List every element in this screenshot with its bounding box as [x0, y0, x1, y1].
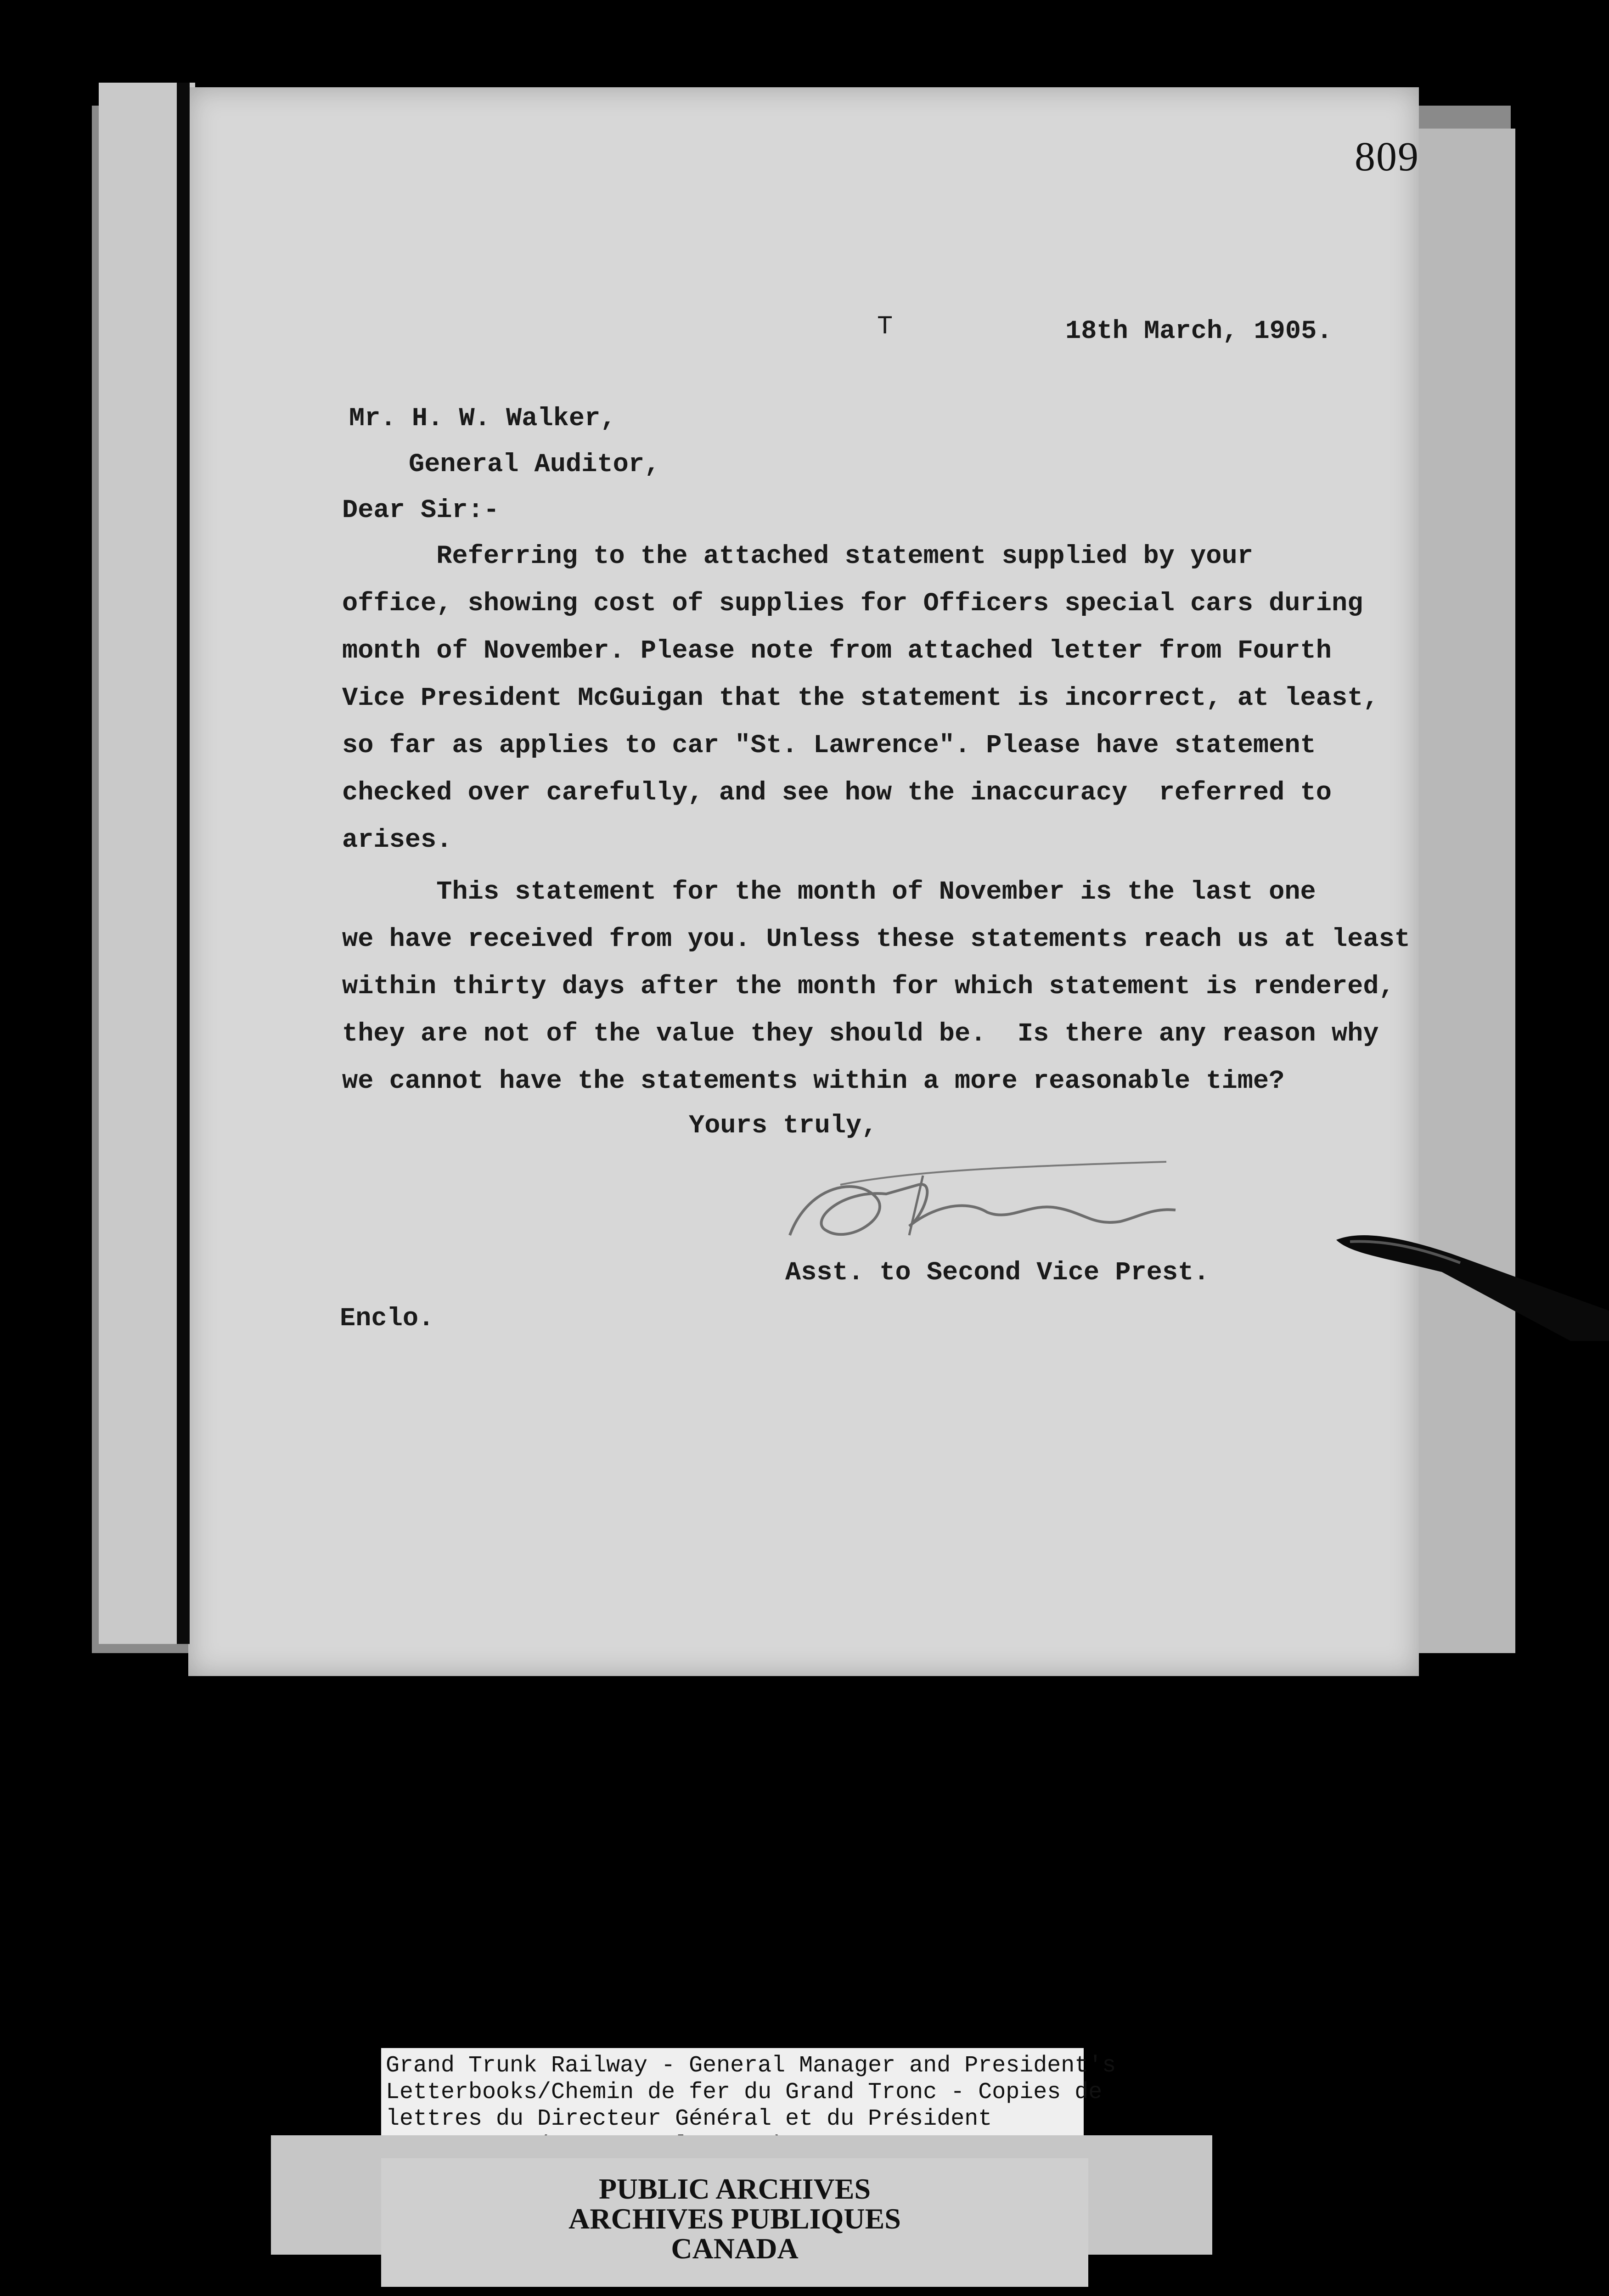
letter-closing: Yours truly, [689, 1111, 878, 1141]
stamp-line: CANADA [671, 2232, 799, 2265]
recipient-title: General Auditor, [409, 450, 660, 479]
body-line: office, showing cost of supplies for Officers special cars during [342, 589, 1363, 619]
body-line: within thirty days after the month for which statement is rendered, [342, 972, 1395, 1002]
page-number: 809 [1355, 134, 1419, 180]
body-line: we have received from you. Unless these statements reach us at least [342, 925, 1410, 954]
signature-title: Asst. to Second Vice Prest. [785, 1258, 1210, 1288]
body-line: month of November. Please note from attached letter from Fourth [342, 636, 1332, 666]
stamp-line: PUBLIC ARCHIVES [598, 2172, 871, 2205]
body-line: they are not of the value they should be. Is there any reason why [342, 1019, 1379, 1049]
recipient-name: Mr. H. W. Walker, [349, 404, 616, 433]
right-page-edge [1419, 129, 1515, 1653]
binding-rule [177, 83, 190, 1644]
body-line: so far as applies to car "St. Lawrence". Please have statement [342, 731, 1316, 760]
body-line: This statement for the month of November is the last one [342, 878, 1316, 907]
salutation: Dear Sir:- [342, 496, 500, 525]
letter-date: 18th March, 1905. [1065, 317, 1333, 346]
pen-tip [1332, 1221, 1609, 1341]
body-line: Referring to the attached statement supplied by your [342, 542, 1253, 571]
body-line: we cannot have the statements within a more reasonable time? [342, 1067, 1285, 1096]
stamp-line: ARCHIVES PUBLIQUES [568, 2202, 901, 2235]
enclosure-note: Enclo. [340, 1304, 434, 1334]
label-line: Letterbooks/Chemin de fer du Grand Tronc - Copies de [386, 2079, 1103, 2105]
label-line: Grand Trunk Railway - General Manager and President's [386, 2053, 1116, 2079]
typist-marker: T [877, 312, 893, 342]
label-line: lettres du Directeur Général et du Président [386, 2106, 992, 2132]
body-line: checked over carefully, and see how the inaccuracy referred to [342, 778, 1332, 808]
body-line: Vice President McGuigan that the statement is incorrect, at least, [342, 684, 1379, 713]
body-line: arises. [342, 826, 452, 855]
